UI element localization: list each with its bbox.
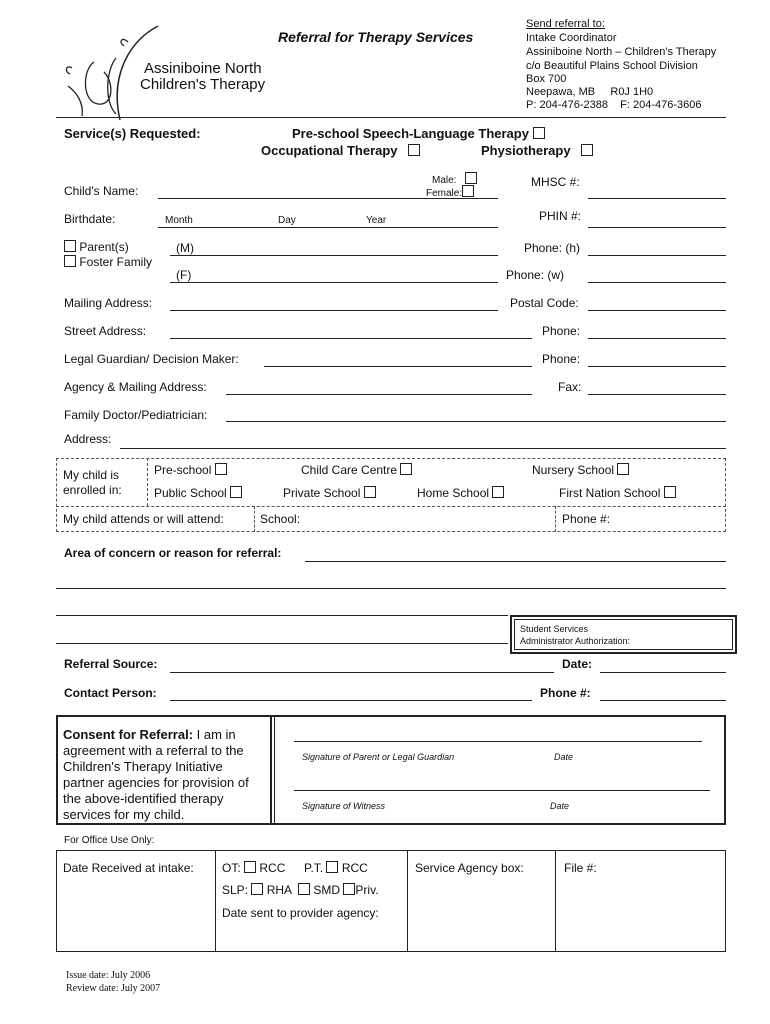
smd-checkbox[interactable]: [298, 883, 310, 895]
contact-person-field[interactable]: [170, 700, 532, 701]
sig-parent-line[interactable]: [294, 741, 702, 742]
sig-parent-label: Signature of Parent or Legal Guardian: [302, 752, 455, 762]
parents-checkbox[interactable]: [64, 240, 76, 252]
send-to-line: Assiniboine North – Children's Therapy: [526, 46, 717, 58]
service-ot-label: Occupational Therapy: [261, 143, 398, 158]
birthdate-field[interactable]: [158, 227, 498, 228]
slp-label: SLP:: [222, 883, 249, 897]
services-label: Service(s) Requested:: [64, 126, 201, 141]
opt-public: [154, 486, 242, 500]
date-label: Date:: [562, 657, 593, 671]
sig-parent-date: Date: [554, 752, 574, 762]
school-col-divider: [254, 506, 255, 532]
enrolled-label-2: enrolled in:: [63, 483, 122, 497]
day-label: Day: [278, 215, 296, 226]
nursery-label: Nursery School: [532, 463, 615, 477]
home-checkbox[interactable]: [492, 486, 504, 498]
address-field[interactable]: [120, 448, 726, 449]
consent-divider-2: [274, 715, 275, 825]
foster-label: Foster Family: [79, 255, 153, 269]
concern-line-4[interactable]: [56, 643, 508, 644]
street-phone-label: Phone:: [542, 324, 581, 338]
phin-field[interactable]: [588, 227, 726, 228]
speech-checkbox[interactable]: [533, 127, 545, 139]
doctor-label: Family Doctor/Pediatrician:: [64, 408, 208, 422]
concern-label: Area of concern or reason for referral:: [64, 546, 282, 560]
preschool-checkbox[interactable]: [215, 463, 227, 475]
service-ot: [261, 143, 420, 158]
office-ot: [222, 861, 285, 875]
send-to-heading: Send referral to:: [526, 18, 605, 30]
month-label: Month: [165, 215, 193, 226]
ot-rcc-checkbox[interactable]: [244, 861, 256, 873]
referral-source-field[interactable]: [170, 672, 554, 673]
school-phone-label[interactable]: Phone #:: [562, 512, 611, 526]
street-phone-field[interactable]: [588, 338, 726, 339]
school-label[interactable]: School:: [260, 512, 301, 526]
first-nation-checkbox[interactable]: [664, 486, 676, 498]
page-title: Referral for Therapy Services: [278, 29, 474, 45]
file-label: File #:: [564, 861, 597, 875]
consent-text: [63, 727, 267, 823]
phone-w-field[interactable]: [588, 282, 726, 283]
pt-rcc-checkbox[interactable]: [326, 861, 338, 873]
male-label: Male:: [432, 175, 457, 186]
smd-label: SMD: [313, 883, 341, 897]
office-col-2: [407, 850, 408, 952]
male-checkbox[interactable]: [465, 172, 477, 184]
contact-phone-label: Phone #:: [540, 686, 591, 700]
ot-rcc-label: RCC: [259, 861, 286, 875]
phone-col-divider: [555, 506, 556, 532]
public-label: Public School: [154, 486, 227, 500]
consent-rest: I am in agreement with a referral to the Children's Therapy Initiative partner agencies for provision of the above-identified therapy services for my child.: [63, 727, 249, 822]
pt-label: P.T.: [304, 861, 324, 875]
birthdate-label: Birthdate:: [64, 212, 116, 226]
referral-source-label: Referral Source:: [64, 657, 158, 671]
female-checkbox[interactable]: [462, 185, 474, 197]
concern-line-3[interactable]: [56, 615, 508, 616]
date-received-label: Date Received at intake:: [63, 861, 194, 875]
street-label: Street Address:: [64, 324, 147, 338]
consent-bold: Consent for Referral:: [63, 727, 194, 742]
first-nation-label: First Nation School: [559, 486, 661, 500]
private-checkbox[interactable]: [364, 486, 376, 498]
priv-checkbox[interactable]: [343, 883, 355, 895]
gender-male: [432, 172, 477, 186]
phone-w-label: Phone: (w): [506, 268, 565, 282]
send-to-line: Box 700: [526, 73, 567, 85]
send-to-line: Neepawa, MB R0J 1H0: [526, 86, 654, 98]
send-to-line: P: 204-476-2388 F: 204-476-3606: [526, 99, 702, 111]
mhsc-field[interactable]: [588, 198, 726, 199]
doctor-field[interactable]: [226, 421, 726, 422]
opt-first-nation: [559, 486, 676, 500]
guardian-field[interactable]: [264, 366, 532, 367]
service-speech-label: Pre-school Speech-Language Therapy: [292, 126, 529, 141]
student-services-line-2: Administrator Authorization:: [520, 636, 631, 646]
enrolled-label-1: My child is: [63, 468, 120, 482]
office-col-1: [215, 850, 216, 952]
gender-underline: [420, 198, 498, 199]
opt-childcare: [301, 463, 412, 477]
opt-home: [417, 486, 504, 500]
sig-witness-label: Signature of Witness: [302, 801, 385, 811]
rha-label: RHA: [266, 883, 292, 897]
street-field[interactable]: [170, 338, 532, 339]
contact-phone-field[interactable]: [600, 700, 726, 701]
office-col-3: [555, 850, 556, 952]
send-to-line: c/o Beautiful Plains School Division: [526, 60, 698, 72]
fax-label: Fax:: [558, 380, 582, 394]
ot-label: OT:: [222, 861, 241, 875]
postal-field[interactable]: [588, 310, 726, 311]
concern-line-2[interactable]: [56, 588, 726, 589]
fax-field[interactable]: [588, 394, 726, 395]
logo-text-1: Assiniboine North: [144, 60, 262, 77]
service-physio-label: Physiotherapy: [481, 143, 571, 158]
office-pt: [304, 861, 368, 875]
childcare-checkbox[interactable]: [400, 463, 412, 475]
parents-label: Parent(s): [79, 240, 129, 254]
logo-text-2: Children's Therapy: [140, 76, 266, 93]
phone-h-field[interactable]: [588, 255, 726, 256]
address-label: Address:: [64, 432, 112, 446]
enrollment-divider: [56, 506, 726, 507]
postal-label: Postal Code:: [510, 296, 579, 310]
gender-female: [426, 185, 474, 199]
pt-rcc-label: RCC: [341, 861, 368, 875]
childcare-label: Child Care Centre: [301, 463, 398, 477]
contact-person-label: Contact Person:: [64, 686, 157, 700]
home-label: Home School: [417, 486, 490, 500]
consent-divider: [270, 715, 272, 825]
opt-private: [283, 486, 376, 500]
sig-witness-date: Date: [550, 801, 570, 811]
mailing-label: Mailing Address:: [64, 296, 153, 310]
parent-m-field[interactable]: [170, 255, 498, 256]
agency-label: Agency & Mailing Address:: [64, 380, 207, 394]
date-field[interactable]: [600, 672, 726, 673]
foster-checkbox[interactable]: [64, 255, 76, 267]
preschool-label: Pre-school: [154, 463, 212, 477]
phin-label: PHIN #:: [539, 209, 582, 223]
guardian-phone-label: Phone:: [542, 352, 581, 366]
service-speech: [292, 126, 545, 141]
parent-f-field[interactable]: [170, 282, 498, 283]
public-checkbox[interactable]: [230, 486, 242, 498]
mhsc-label: MHSC #:: [531, 175, 580, 189]
attends-label: My child attends or will attend:: [63, 512, 224, 526]
student-services-line-1: Student Services: [520, 624, 589, 634]
concern-line-1[interactable]: [305, 561, 726, 562]
office-heading: For Office Use Only:: [64, 835, 155, 846]
f-label: (F): [176, 268, 192, 282]
year-label: Year: [366, 215, 387, 226]
parents-option: [64, 240, 129, 254]
enrollment-col-divider: [147, 458, 148, 506]
guardian-phone-field[interactable]: [588, 366, 726, 367]
date-sent-label: Date sent to provider agency:: [222, 906, 379, 920]
mailing-field[interactable]: [170, 310, 498, 311]
private-label: Private School: [283, 486, 361, 500]
childs-name-field[interactable]: [158, 198, 420, 199]
guardian-label: Legal Guardian/ Decision Maker:: [64, 352, 239, 366]
m-label: (M): [176, 241, 194, 255]
send-to-line: Intake Coordinator: [526, 32, 617, 44]
ot-checkbox[interactable]: [408, 144, 420, 156]
childs-name-label: Child's Name:: [64, 184, 139, 198]
sig-witness-line[interactable]: [294, 790, 710, 791]
opt-preschool: [154, 463, 227, 477]
service-physio: [481, 143, 593, 158]
phone-h-label: Phone: (h): [524, 241, 581, 255]
slp-rha-checkbox[interactable]: [251, 883, 263, 895]
office-slp: [222, 883, 379, 897]
foster-option: [64, 255, 152, 269]
service-agency-label: Service Agency box:: [415, 861, 524, 875]
agency-field[interactable]: [226, 394, 532, 395]
review-date: Review date: July 2007: [66, 983, 161, 994]
issue-date: Issue date: July 2006: [66, 970, 151, 981]
header-rule: [56, 117, 726, 118]
female-label: Female:: [426, 188, 463, 199]
nursery-checkbox[interactable]: [617, 463, 629, 475]
physio-checkbox[interactable]: [581, 144, 593, 156]
opt-nursery: [532, 463, 629, 477]
priv-label: Priv.: [355, 883, 379, 897]
